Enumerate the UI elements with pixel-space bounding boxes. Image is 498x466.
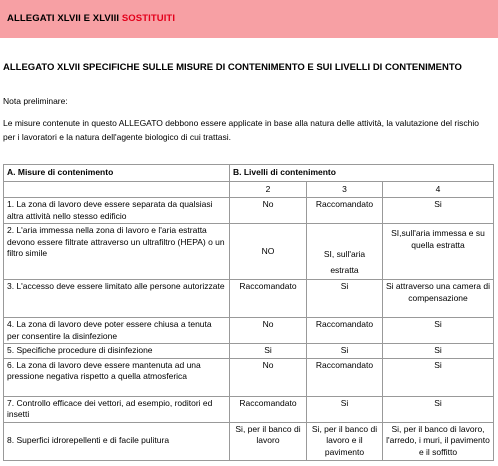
table-header-row	[4, 165, 494, 182]
measure-cell: 6. La zona di lavoro deve essere mantenuta ad una pressione negativa rispetto a quella atmosferica	[4, 358, 230, 396]
level-3-cell: Si	[307, 344, 383, 359]
level-4-cell: Si	[383, 318, 494, 344]
table-row	[4, 280, 494, 318]
measure-cell: 4. La zona di lavoro deve poter essere chiusa a tenuta per consentire la disinfezione	[4, 318, 230, 344]
measure-cell: 5. Specifiche procedure di disinfezione	[4, 344, 230, 359]
level-2-cell: Si	[230, 344, 307, 359]
level-4-cell: Si	[383, 396, 494, 422]
level-3-cell: Raccomandato	[307, 318, 383, 344]
level-2-cell: Si, per il banco di lavoro	[230, 422, 307, 460]
table-row	[4, 344, 494, 359]
table-row	[4, 198, 494, 224]
level-3-cell: Si, per il banco di lavoro e il pavimento	[307, 422, 383, 460]
level-3-cell: Raccomandato	[307, 358, 383, 396]
measure-cell: 7. Controllo efficace dei vettori, ad esempio, roditori ed insetti	[4, 396, 230, 422]
section-title: ALLEGATO XLVII SPECIFICHE SULLE MISURE DI CONTENIMENTO E SUI LIVELLI DI CONTENIMENTO	[3, 62, 462, 73]
table-row	[4, 396, 494, 422]
note-text: Le misure contenute in questo ALLEGATO debbono essere applicate in base alla natura delle attività, la valutazione del rischio per i lavoratori e la natura dell'agente biologico di cui trattasi.	[3, 118, 479, 142]
banner-title	[7, 13, 175, 24]
measure-cell: 8. Superfici idrorepellenti e di facile pulitura	[4, 422, 230, 460]
level-2-cell: No	[230, 198, 307, 224]
table-row	[4, 224, 494, 280]
header-banner	[0, 0, 498, 38]
level-4-cell: Si	[383, 358, 494, 396]
table-row	[4, 422, 494, 460]
levels-row	[4, 181, 494, 198]
level-3-header: 3	[307, 181, 383, 198]
level-2-cell: No	[230, 318, 307, 344]
containment-table	[3, 164, 494, 461]
levels-empty-cell	[4, 181, 230, 198]
level-3-cell: Raccomandato	[307, 198, 383, 224]
measure-cell: 3. L'accesso deve essere limitato alle persone autorizzate	[4, 280, 230, 318]
table-row	[4, 358, 494, 396]
measure-cell: 1. La zona di lavoro deve essere separata da qualsiasi altra attività nello stesso edificio	[4, 198, 230, 224]
header-levels: B. Livelli di contenimento	[230, 165, 494, 182]
level-2-header: 2	[230, 181, 307, 198]
level-4-cell: Si, per il banco di lavoro, l'arredo, i muri, il pavimento e il soffitto	[383, 422, 494, 460]
level-2-cell: Raccomandato	[230, 280, 307, 318]
table-row	[4, 318, 494, 344]
level-4-cell: Si	[383, 198, 494, 224]
banner-title-suffix: SOSTITUITI	[121, 13, 176, 24]
level-3-cell: SI, sull'aria estratta	[307, 224, 383, 280]
level-4-header: 4	[383, 181, 494, 198]
measure-cell: 2. L'aria immessa nella zona di lavoro e l'aria estratta devono essere filtrate attraverso un ultrafiltro (HEPA) o un filtro simile	[4, 224, 230, 280]
level-2-cell: No	[230, 358, 307, 396]
banner-title-main: ALLEGATI XLVII E XLVIII	[7, 13, 122, 24]
level-2-cell: Raccomandato	[230, 396, 307, 422]
note-label: Nota preliminare:	[3, 96, 68, 106]
level-3-cell: Si	[307, 280, 383, 318]
level-4-cell: SI,sull'aria immessa e su quella estratta	[383, 224, 494, 280]
level-2-cell: NO	[230, 224, 307, 280]
level-3-cell: Si	[307, 396, 383, 422]
header-measures: A. Misure di contenimento	[4, 165, 230, 182]
level-4-cell: Si attraverso una camera di compensazione	[383, 280, 494, 318]
level-4-cell: Si	[383, 344, 494, 359]
